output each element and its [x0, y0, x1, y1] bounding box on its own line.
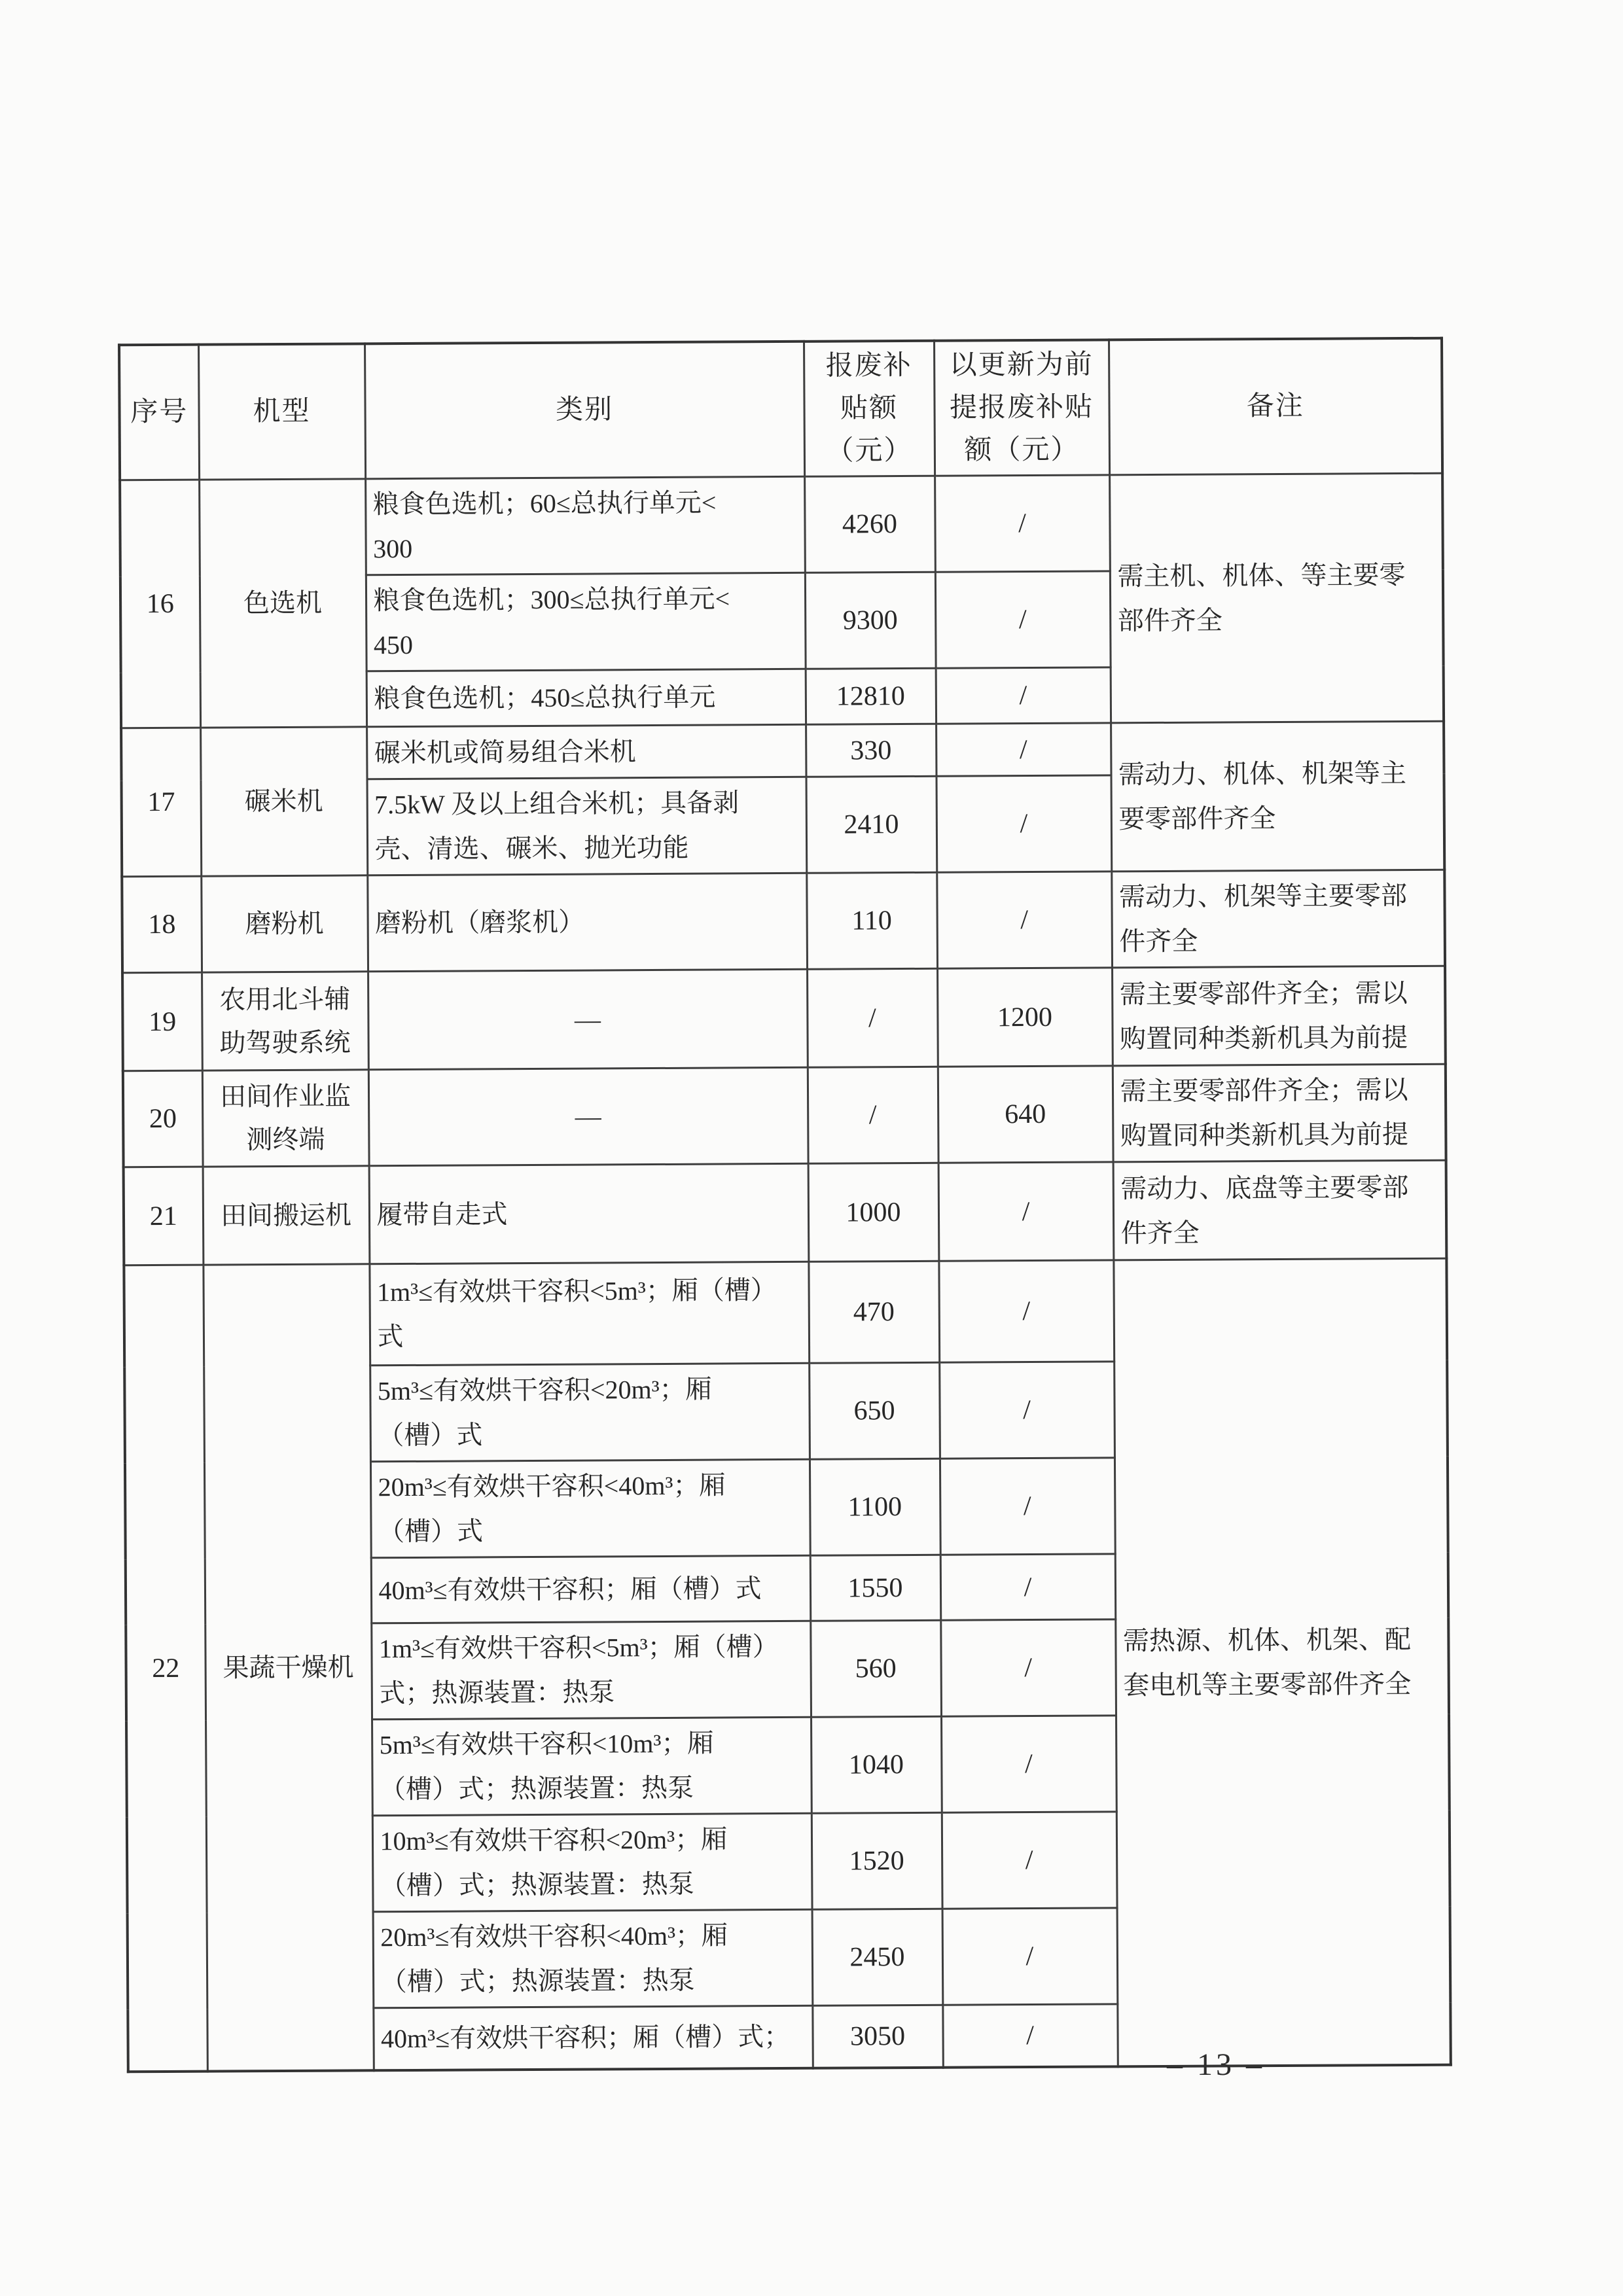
header-machine-type: 机型 — [198, 344, 365, 480]
header-remark: 备注 — [1109, 338, 1442, 475]
machine-type-16: 色选机 — [199, 479, 366, 728]
table-row — [124, 1258, 1447, 1367]
scrap-amount-21: 1000 — [808, 1163, 939, 1262]
category-22-9: 40m³≤有效烘干容积；厢（槽）式； — [373, 2006, 812, 2071]
scrap-amount-22-7: 1520 — [812, 1813, 942, 1910]
table-row — [122, 870, 1445, 973]
seq-22: 22 — [124, 1265, 207, 2072]
renewal-amount-19: 1200 — [937, 968, 1113, 1067]
category-16-1: 粮食色选机；60≤总执行单元< 300 — [365, 477, 805, 576]
page-number: – 13 – — [1167, 2047, 1265, 2082]
table-row — [124, 1160, 1447, 1265]
renewal-amount-20: 640 — [938, 1066, 1113, 1163]
renewal-amount-22-1: / — [938, 1260, 1114, 1362]
renewal-amount-16-3: / — [936, 667, 1111, 724]
scrap-amount-22-6: 1040 — [811, 1717, 942, 1814]
remark-18: 需动力、机架等主要零部 件齐全 — [1111, 870, 1445, 968]
remark-16: 需主机、机体、等主要零 部件齐全 — [1109, 473, 1444, 723]
remark-22: 需热源、机体、机架、配 套电机等主要零部件齐全 — [1113, 1258, 1450, 2066]
renewal-amount-18: / — [936, 872, 1112, 968]
scrap-amount-18: 110 — [806, 873, 937, 970]
category-22-5: 1m³≤有效烘干容积<5m³；厢（槽） 式；热源装置：热泵 — [371, 1621, 811, 1720]
machine-type-19: 农用北斗辅助驾驶系统 — [202, 972, 368, 1070]
subsidy-table — [118, 337, 1452, 2073]
category-22-8: 20m³≤有效烘干容积<40m³；厢 （槽）式；热源装置：热泵 — [373, 1910, 813, 2009]
scrap-amount-22-2: 650 — [809, 1363, 940, 1460]
table-row — [123, 1064, 1446, 1167]
scrap-amount-22-4: 1550 — [810, 1555, 941, 1621]
renewal-amount-22-8: / — [942, 1908, 1118, 2005]
scrap-amount-22-5: 560 — [810, 1621, 941, 1718]
table-row — [122, 966, 1446, 1071]
scrap-amount-22-9: 3050 — [812, 2005, 942, 2068]
scrap-amount-19: / — [807, 969, 938, 1068]
category-22-1: 1m³≤有效烘干容积<5m³；厢（槽） 式 — [369, 1262, 809, 1366]
renewal-amount-16-2: / — [935, 571, 1111, 668]
category-22-3: 20m³≤有效烘干容积<40m³；厢 （槽）式 — [370, 1460, 810, 1559]
header-category: 类别 — [365, 342, 804, 479]
header-renewal-subsidy: 以更新为前 提报废补贴 额（元） — [934, 340, 1109, 476]
seq-16: 16 — [120, 480, 200, 728]
category-22-4: 40m³≤有效烘干容积；厢（槽）式 — [371, 1556, 811, 1624]
table-row — [120, 473, 1443, 576]
renewal-amount-22-3: / — [940, 1458, 1115, 1555]
header-scrap-subsidy: 报废补 贴额 （元） — [804, 341, 935, 477]
renewal-amount-22-9: / — [942, 2004, 1117, 2067]
scrap-amount-16-3: 12810 — [806, 669, 936, 725]
seq-17: 17 — [121, 728, 201, 877]
category-16-2: 粮食色选机；300≤总执行单元< 450 — [366, 573, 806, 672]
scrap-amount-22-1: 470 — [808, 1262, 939, 1364]
remark-20: 需主要零部件齐全；需以 购置同种类新机具为前提 — [1113, 1064, 1446, 1162]
scrap-amount-22-3: 1100 — [810, 1459, 940, 1556]
renewal-amount-17-2: / — [936, 775, 1111, 872]
scrap-amount-16-1: 4260 — [804, 476, 935, 573]
remark-21: 需动力、底盘等主要零部 件齐全 — [1113, 1160, 1447, 1260]
category-16-3: 粮食色选机；450≤总执行单元 — [366, 669, 806, 728]
table-header-row — [119, 338, 1442, 480]
category-20: — — [368, 1068, 808, 1167]
machine-type-18: 磨粉机 — [201, 875, 368, 972]
remark-19: 需主要零部件齐全；需以 购置同种类新机具为前提 — [1112, 966, 1446, 1066]
seq-18: 18 — [122, 876, 202, 973]
machine-type-20: 田间作业监测终端 — [202, 1070, 369, 1167]
seq-19: 19 — [122, 972, 202, 1071]
machine-type-22: 果蔬干燥机 — [203, 1264, 373, 2071]
table-row — [121, 721, 1444, 781]
category-22-6: 5m³≤有效烘干容积<10m³；厢 （槽）式；热源装置：热泵 — [372, 1718, 812, 1816]
remark-17: 需动力、机体、机架等主 要零部件齐全 — [1111, 721, 1444, 872]
category-17-2: 7.5kW 及以上组合米机；具备剥 壳、清选、碾米、抛光功能 — [367, 777, 807, 876]
category-19: — — [368, 970, 808, 1070]
renewal-amount-17-1: / — [936, 723, 1111, 776]
seq-20: 20 — [123, 1070, 203, 1167]
scrap-amount-16-2: 9300 — [805, 573, 936, 669]
scrap-amount-17-1: 330 — [806, 724, 936, 777]
renewal-amount-22-6: / — [941, 1716, 1116, 1812]
renewal-amount-22-4: / — [940, 1554, 1116, 1620]
machine-type-21: 田间搬运机 — [203, 1166, 370, 1265]
category-17-1: 碾米机或简易组合米机 — [366, 725, 806, 780]
scrap-amount-22-8: 2450 — [812, 1909, 943, 2006]
seq-21: 21 — [124, 1167, 204, 1265]
renewal-amount-22-7: / — [942, 1812, 1117, 1909]
machine-type-17: 碾米机 — [200, 727, 367, 876]
category-22-7: 10m³≤有效烘干容积<20m³；厢 （槽）式；热源装置：热泵 — [372, 1814, 812, 1913]
renewal-amount-22-5: / — [940, 1619, 1116, 1716]
scrap-amount-20: / — [808, 1067, 938, 1164]
renewal-amount-22-2: / — [939, 1362, 1115, 1458]
category-22-2: 5m³≤有效烘干容积<20m³；厢 （槽）式 — [370, 1364, 810, 1462]
scrap-amount-17-2: 2410 — [806, 777, 936, 874]
category-18: 磨粉机（磨浆机） — [367, 874, 807, 972]
header-seq: 序号 — [119, 345, 199, 480]
category-21: 履带自走式 — [369, 1164, 809, 1265]
renewal-amount-21: / — [938, 1162, 1114, 1261]
renewal-amount-16-1: / — [935, 475, 1110, 572]
